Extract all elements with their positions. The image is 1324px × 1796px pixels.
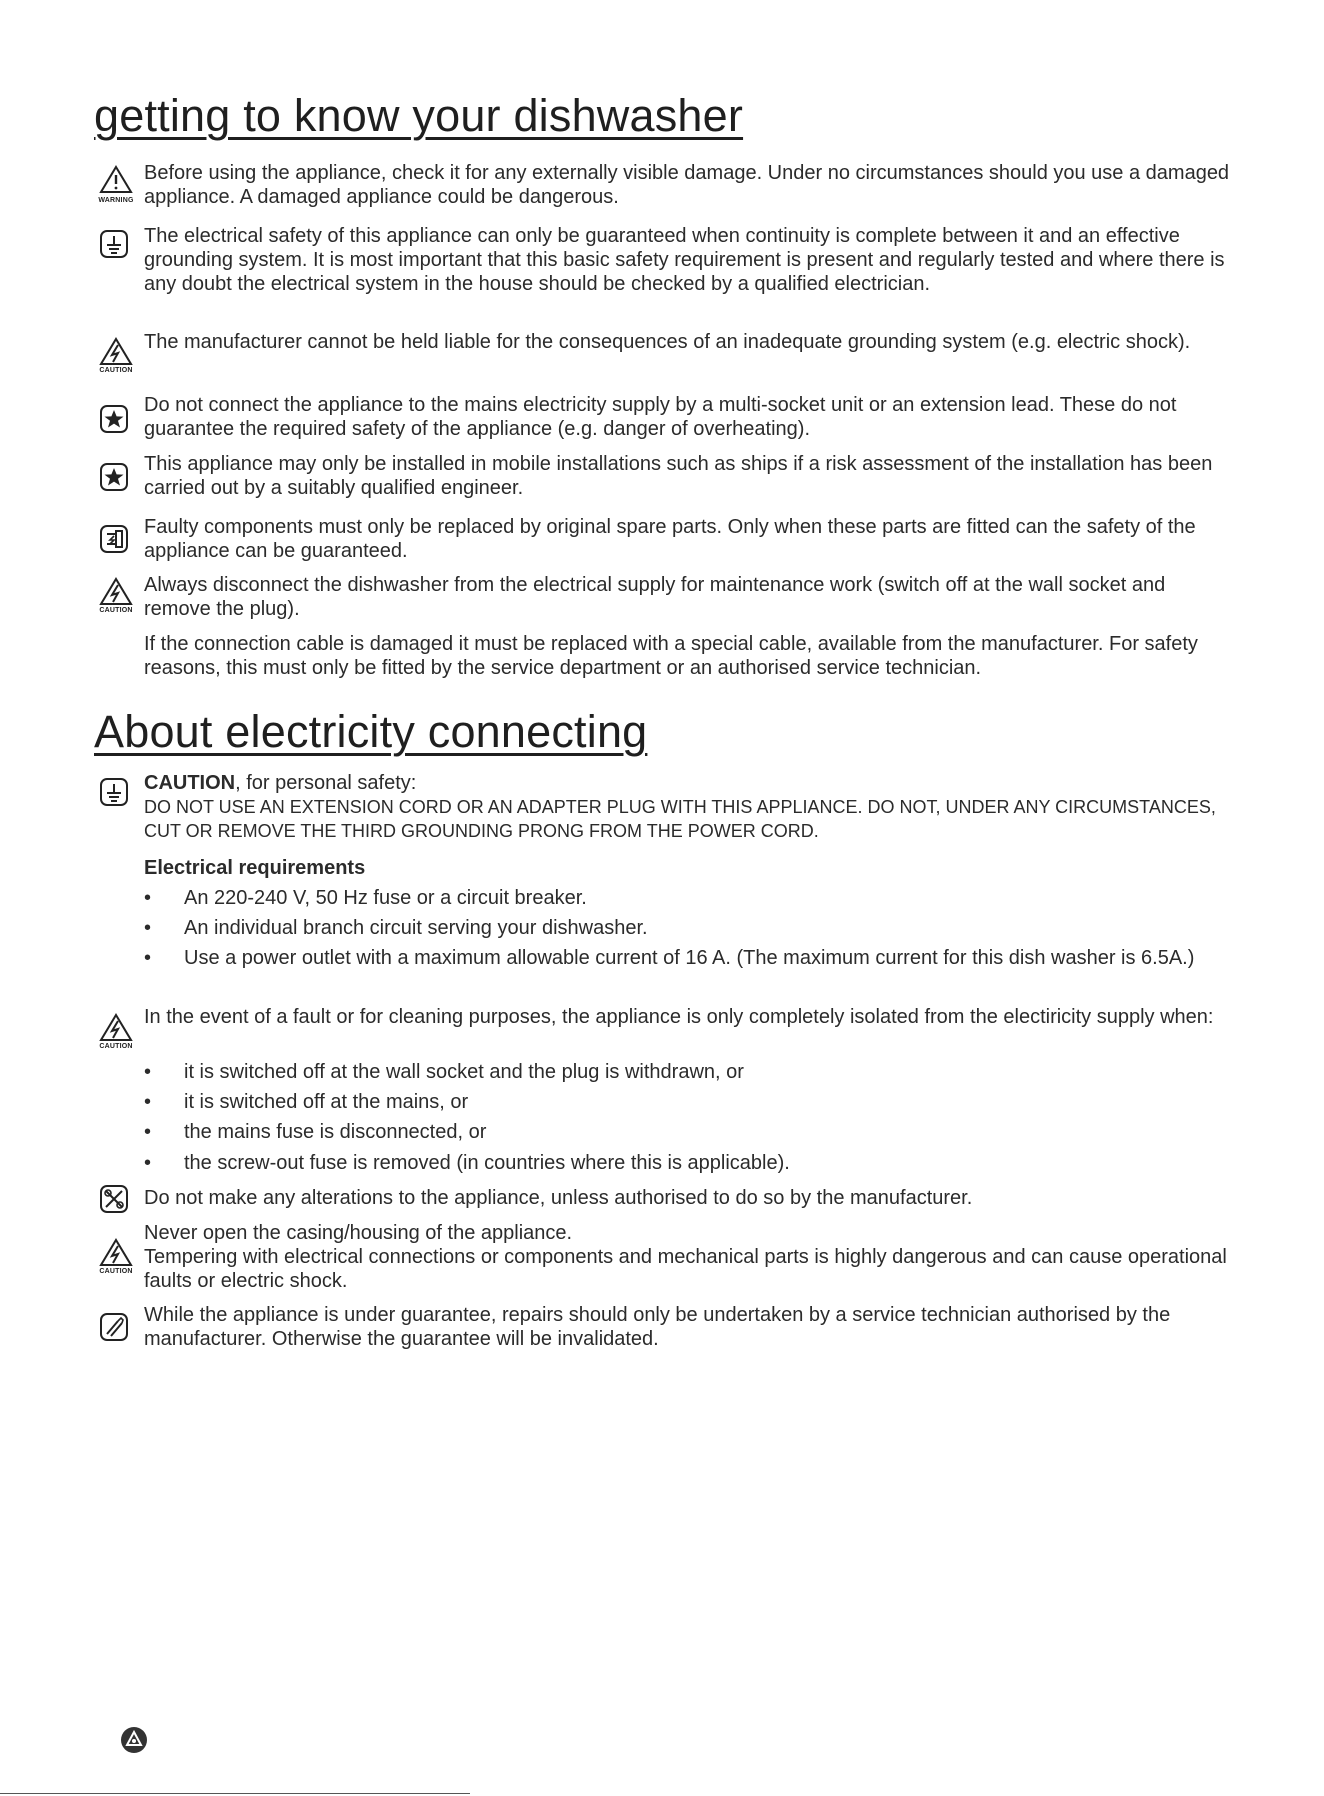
star-icon [98,461,134,493]
plug-icon [98,523,134,555]
caution-icon: CAUTION [98,576,134,614]
section-title: getting to know your dishwasher [94,90,744,141]
warning-icon: WARNING [98,164,134,204]
multisocket-text: Do not connect the appliance to the mains electricity supply by a multi-socket unit or an extension lead. These do not guarantee the required safety of the appliance (e.g. danger of overheating). [144,394,1177,440]
caution-block [144,771,1234,843]
casing-line-1: Never open the casing/housing of the appliance. [144,1222,573,1244]
disconnect-text: Always disconnect the dishwasher from the electrical supply for maintenance work (switch off at the wall socket and remove the plug). [144,574,1166,620]
ground-icon [98,228,134,260]
cable-text: If the connection cable is damaged it must be replaced with a special cable, available from the manufacturer. For safety reasons, this must only be fitted by the service department or an authorised service technician. [144,633,1198,679]
guarantee-text: While the appliance is under guarantee, repairs should only be undertaken by a service technician authorised by the manufacturer. Otherwise the guarantee will be invalidated. [144,1304,1171,1350]
manual-page: getting to know your dishwasher WARNING Before using the appliance, check it for any externally visible damage. Under no circumstances should you use a damaged appliance. A damaged appliance could be dangerous. The electrical safety of this appliance can only be guaranteed when continuity is complete between it and an effective grounding system. It is most important that this basic safety requirement is present and regularly tested and where there is any doubt the electrical system in the house should be checked by a qualified electrician. CAUTION The manufacturer cannot be held liable for the consequences of an inadequate grounding system (e.g. electric shock). Do not connect the appliance to the mains electricity supply by a multi-socket unit or an extension lead. These do not guarantee the required safety of the appliance (e.g. danger of overheating). This appliance may only be installed in mobile installations such as ships if a risk assessment of the installation has been carried out by a suitably qualified engineer. Faulty components must only be replaced by original spare parts. Only when these parts are fitted can the safety of the appliance can be guaranteed. CAUTION Always disconnect the dishwasher from the electrical supply for maintenance work (switch off at the wall socket and remove the plug). If the connection cable is damaged it must be replaced with a special cable, available from the manufacturer. For safety reasons, this must only be fitted by the service department or an authorised service technician. About electricity connecting CAUTION, for personal safety: DO NOT USE AN EXTENSION CORD OR AN ADAPTER PLUG WITH THIS APPLIANCE. DO NOT, UNDER ANY CIRCUMSTANCES, CUT OR REMOVE THE THIRD GROUNDING PRONG FROM THE POWER CORD. Electrical requirements • An 220-240 V, 50 Hz fuse or a circuit breaker. • An individual branch circuit serving your dishwasher. • Use a power outlet with a maximum allowable current of 16 A. (The maximum current for this dish washer is 6.5A.) CAUTION In the event of a fault or for cleaning purposes, the appliance is only completely isolated from the electiricity supply when: • it is switched off at the wall socket and the plug is withdrawn, or • it is switched off at the mains, or • the mains fuse is disconnected, or • the screw-out fuse is removed (in countries where this is applicable). Do not make any alterations to the appliance, unless authorised to do so by the manufacturer. CAUTION Never open the casing/housing of the appliance. Tempering with electrical connections or components and mechanical parts is highly dangerous and can cause operational faults or electric shock. While the appliance is under guarantee, repairs should only be undertaken by a service technician authorised by the manufacturer. Otherwise the guarantee will be invalidated. [0,0,1324,1796]
grounding-text: The electrical safety of this appliance can only be guaranteed when continuity is complete between it and an effective grounding system. It is most important that this basic safety requirement is present and regularly tested and where there is any doubt the electrical system in the house should be checked by a qualified electrician. [144,225,1225,295]
spare-parts-text: Faulty components must only be replaced by original spare parts. Only when these parts are fitted can the safety of the appliance can be guaranteed. [144,516,1196,562]
alterations-text: Do not make any alterations to the appliance, unless authorised to do so by the manufacturer. [144,1187,973,1209]
caution-icon: CAUTION [98,336,134,374]
footer-rule [0,1793,470,1794]
caution-icon: CAUTION [98,1012,134,1050]
star-icon [98,403,134,435]
warning-text: Before using the appliance, check it for any externally visible damage. Under no circumstances should you use a damaged appliance. A damaged appliance could be dangerous. [144,162,1230,208]
requirements-heading: Electrical requirements [144,857,366,879]
mobile-install-text: This appliance may only be installed in mobile installations such as ships if a risk assessment of the installation has been carried out by a suitably qualified engineer. [144,453,1213,499]
brand-logo-icon [119,1725,149,1760]
caution-caps-text: DO NOT USE AN EXTENSION CORD OR AN ADAPTER PLUG WITH THIS APPLIANCE. DO NOT, UNDER ANY CIRCUMSTANCES, CUT OR REMOVE THE THIRD GROUNDING PRONG FROM THE POWER CORD. [144,797,1216,841]
casing-block [144,1221,1234,1293]
isolation-text: In the event of a fault or for cleaning purposes, the appliance is only completely isolated from the electiricity supply when: [144,1006,1214,1028]
caution-keyword: CAUTION [144,772,236,794]
section-title: About electricity connecting [94,706,648,757]
caution-rest: , for personal safety: [235,772,417,794]
service-icon [98,1311,134,1343]
liability-text: The manufacturer cannot be held liable for the consequences of an inadequate grounding system (e.g. electric shock). [144,331,1191,353]
no-tools-icon [98,1183,134,1215]
caution-icon: CAUTION [98,1237,134,1275]
casing-line-2: Tempering with electrical connections or components and mechanical parts is highly dangerous and can cause operational faults or electric shock. [144,1246,1227,1292]
ground-icon [98,776,134,808]
